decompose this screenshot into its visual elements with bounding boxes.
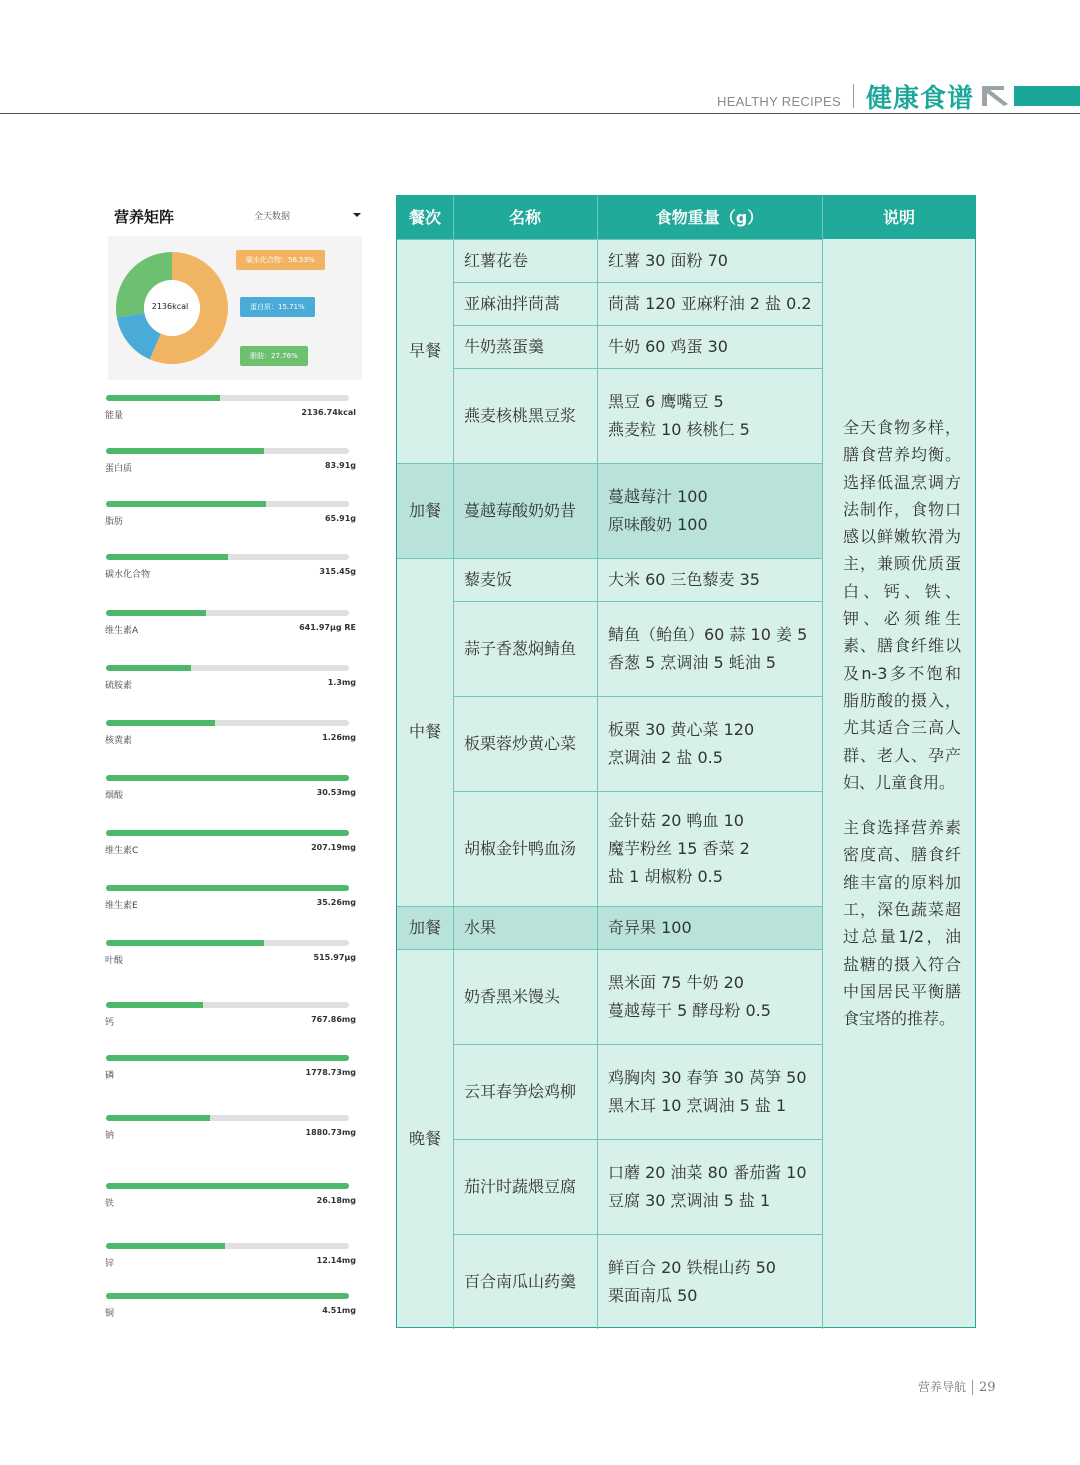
food-line: 盐 1 胡椒粉 0.5 — [608, 866, 723, 886]
pie-legend-carb: 碳水化合物：56.53% — [236, 250, 325, 270]
nutrient-row — [100, 610, 365, 640]
group-divider — [397, 949, 822, 950]
nutrient-name: 核黄素 — [105, 736, 133, 746]
nutrient-name: 脂肪 — [105, 517, 124, 527]
nutrient-value: 207.19mg — [311, 843, 356, 852]
nutrient-bar-track — [106, 610, 349, 616]
nutrient-row — [100, 830, 365, 860]
food-line: 金针菇 20 鸭血 10 — [608, 810, 744, 830]
food-line: 奇异果 100 — [608, 917, 692, 937]
dish-name: 牛奶蒸蛋羹 — [464, 336, 545, 356]
dish-name: 红薯花卷 — [464, 250, 529, 270]
food-weight — [597, 463, 822, 558]
recipe-table — [396, 195, 976, 1328]
nutrient-bar-fill — [106, 940, 264, 946]
nutrient-bar-fill — [106, 720, 215, 726]
food-line: 香葱 5 烹调油 5 蚝油 5 — [608, 652, 776, 672]
food-line: 牛奶 60 鸡蛋 30 — [608, 336, 728, 356]
column-divider — [453, 196, 454, 1329]
nutrient-bar-track — [106, 1115, 349, 1121]
nutrient-bar-fill — [106, 1115, 210, 1121]
nutrient-value: 26.18mg — [316, 1196, 356, 1205]
nutrient-bar-track — [106, 665, 349, 671]
nutrient-bar-fill — [106, 830, 349, 836]
nutrient-name: 锌 — [105, 1259, 115, 1269]
group-divider — [397, 463, 822, 464]
food-weight — [597, 696, 822, 791]
food-line: 黑豆 6 鹰嘴豆 5 — [608, 391, 724, 411]
food-line: 魔芋粉丝 15 香菜 2 — [608, 838, 750, 858]
row-divider — [453, 1234, 822, 1235]
meal-cell: 晚餐 — [408, 1129, 441, 1148]
dish-name: 胡椒金针鸭血汤 — [464, 838, 577, 858]
food-weight — [597, 325, 822, 368]
dish-name: 蒜子香葱焖鲭鱼 — [464, 638, 577, 658]
nutrient-bar-track — [106, 1243, 349, 1249]
nutrient-row — [100, 1002, 365, 1032]
nutrient-value: 641.97μg RE — [299, 623, 356, 632]
food-weight — [597, 368, 822, 463]
dish-name: 亚麻油拌茼蒿 — [464, 293, 561, 313]
nutrient-value: 65.91g — [324, 514, 356, 523]
dish-name: 百合南瓜山药羹 — [464, 1271, 577, 1291]
row-divider — [453, 325, 822, 326]
dish-name: 茄汁时蔬煨豆腐 — [464, 1176, 577, 1196]
note-paragraph-2: 主食选择营养素密度高、膳食纤维丰富的原料加工，深色蔬菜超过总量1/2，油盐糖的摄入符合中国居民平衡膳食宝塔的推荐。 — [843, 818, 961, 1029]
nutrient-bar-track — [106, 501, 349, 507]
nutrient-value: 1.26mg — [322, 733, 356, 742]
nutrient-name: 叶酸 — [105, 956, 124, 966]
recipe-note — [843, 414, 961, 1051]
nutrient-bar-fill — [106, 775, 349, 781]
meal-cell: 中餐 — [408, 722, 441, 741]
nutrient-value: 1880.73mg — [305, 1128, 356, 1137]
food-line: 鸡胸肉 30 春笋 30 莴笋 50 — [608, 1067, 807, 1087]
nutrient-name: 磷 — [105, 1071, 115, 1081]
nutrient-row — [100, 1115, 365, 1145]
nutrient-name: 钠 — [105, 1131, 115, 1141]
food-weight — [597, 601, 822, 696]
meal-cell: 加餐 — [408, 917, 441, 937]
nutrient-bar-fill — [106, 1183, 349, 1189]
header-en-title: HEALTHY RECIPES — [717, 94, 841, 109]
nutrient-value: 767.86mg — [311, 1015, 356, 1024]
food-line: 大米 60 三色藜麦 35 — [608, 569, 760, 589]
nutrient-name: 铜 — [105, 1309, 115, 1319]
nutrient-bar-fill — [106, 395, 220, 401]
nutrient-bar-fill — [106, 501, 266, 507]
note-paragraph-1: 全天食物多样，膳食营养均衡。选择低温烹调方法制作，食物口感以鲜嫩软滑为主，兼顾优质蛋白、钙、铁、钾、必须维生素、膳食纤维以及n-3多不饱和脂肪酸的摄入，尤其适合三高人群、老人、孕产妇、儿童食用。 — [843, 418, 961, 792]
nutrient-bar-track — [106, 885, 349, 891]
food-weight — [597, 558, 822, 601]
food-weight — [597, 1234, 822, 1329]
dish-name: 燕麦核桃黑豆浆 — [464, 405, 577, 425]
nutrient-bar-fill — [106, 1293, 349, 1299]
nutrient-bar-track — [106, 775, 349, 781]
macro-pie-chart — [108, 236, 362, 380]
nutrient-name: 硫胺素 — [105, 681, 133, 691]
row-divider — [453, 601, 822, 602]
nutrient-row — [100, 940, 365, 970]
nutrient-name: 能量 — [105, 411, 124, 421]
header-cn-title: 健康食谱 — [866, 84, 975, 114]
nutrient-row — [100, 720, 365, 750]
magazine-name: 营养导航 — [918, 1380, 967, 1394]
food-line: 蔓越莓汁 100 — [608, 486, 708, 506]
header-note: 说明 — [822, 196, 976, 239]
nutrient-name: 维生素A — [105, 626, 139, 636]
nutrient-bar-track — [106, 1002, 349, 1008]
pie-legend-protein: 蛋白质：15.71% — [240, 297, 315, 317]
header-meal: 餐次 — [397, 196, 453, 239]
nutrient-bar-fill — [106, 1002, 203, 1008]
food-line: 鲜百合 20 铁棍山药 50 — [608, 1257, 776, 1277]
panel-title: 营养矩阵 — [114, 208, 175, 226]
nutrient-bar-track — [106, 1293, 349, 1299]
page-number: 29 — [972, 1380, 996, 1395]
nutrient-row — [100, 448, 365, 478]
nutrient-bar-track — [106, 1055, 349, 1061]
row-divider — [453, 368, 822, 369]
nutrient-value: 515.97μg — [313, 953, 356, 962]
meal-cell: 早餐 — [408, 341, 441, 360]
nutrition-panel — [100, 190, 365, 1330]
nutrient-value: 35.26mg — [316, 898, 356, 907]
dish-name: 云耳春笋烩鸡柳 — [464, 1081, 577, 1101]
header-accent-bar — [1014, 86, 1080, 106]
food-line: 红薯 30 面粉 70 — [608, 250, 728, 270]
food-line: 烹调油 2 盐 0.5 — [608, 747, 723, 767]
food-line: 黑木耳 10 烹调油 5 盐 1 — [608, 1095, 787, 1115]
nutrient-row — [100, 395, 365, 425]
nutrient-value: 30.53mg — [316, 788, 356, 797]
column-divider — [597, 196, 598, 1329]
row-divider — [453, 696, 822, 697]
nutrient-row — [100, 1293, 365, 1323]
nutrient-name: 烟酸 — [105, 791, 124, 801]
dish-name: 奶香黑米馒头 — [464, 986, 561, 1006]
group-divider — [397, 906, 822, 907]
nutrient-name: 蛋白质 — [105, 464, 133, 474]
dish-name: 板栗蓉炒黄心菜 — [464, 733, 577, 753]
food-line: 燕麦粒 10 核桃仁 5 — [608, 419, 750, 439]
food-line: 原味酸奶 100 — [608, 514, 708, 534]
row-divider — [453, 282, 822, 283]
nutrient-value: 2136.74kcal — [301, 408, 356, 417]
nutrient-row — [100, 775, 365, 805]
nutrient-bar-track — [106, 830, 349, 836]
food-weight — [597, 906, 822, 949]
food-line: 口蘑 20 油菜 80 番茄酱 10 — [608, 1162, 807, 1182]
nutrient-name: 维生素E — [105, 901, 138, 911]
food-weight — [597, 1139, 822, 1234]
row-divider — [453, 1044, 822, 1045]
nutrient-bar-fill — [106, 448, 264, 454]
nutrient-bar-track — [106, 1183, 349, 1189]
nutrient-row — [100, 554, 365, 584]
nutrient-bar-track — [106, 395, 349, 401]
nutrient-value: 315.45g — [319, 567, 356, 576]
header-separator — [853, 84, 854, 108]
nutrient-value: 1778.73mg — [305, 1068, 356, 1077]
food-weight — [597, 949, 822, 1044]
nutrient-name: 维生素C — [105, 846, 139, 856]
row-divider — [453, 1139, 822, 1140]
nutrient-bar-fill — [106, 610, 206, 616]
food-line: 鲭鱼（鲐鱼）60 蒜 10 姜 5 — [608, 624, 808, 644]
nutrient-bar-fill — [106, 1243, 225, 1249]
nutrient-name: 铁 — [105, 1199, 115, 1209]
dish-name: 水果 — [464, 917, 497, 937]
food-line: 豆腐 30 烹调油 5 盐 1 — [608, 1190, 771, 1210]
food-weight — [597, 791, 822, 906]
food-weight — [597, 239, 822, 282]
group-divider — [397, 239, 822, 240]
nutrient-row — [100, 1183, 365, 1213]
food-line: 蔓越莓干 5 酵母粉 0.5 — [608, 1000, 771, 1020]
food-weight — [597, 1044, 822, 1139]
nutrient-name: 钙 — [105, 1018, 115, 1028]
nutrient-value: 83.91g — [324, 461, 356, 470]
nutrient-bar-track — [106, 448, 349, 454]
food-line: 板栗 30 黄心菜 120 — [608, 719, 755, 739]
nutrient-bar-track — [106, 720, 349, 726]
food-line: 栗面南瓜 50 — [608, 1285, 698, 1305]
page-footer — [918, 1378, 996, 1395]
food-weight — [597, 282, 822, 325]
dish-name: 蔓越莓酸奶奶昔 — [464, 500, 577, 520]
nutrient-bar-track — [106, 940, 349, 946]
nutrient-row — [100, 501, 365, 531]
row-divider — [453, 791, 822, 792]
nutrient-bar-fill — [106, 665, 191, 671]
column-divider — [822, 196, 823, 1329]
group-divider — [397, 558, 822, 559]
nutrient-bar-fill — [106, 885, 349, 891]
dish-name: 藜麦饭 — [464, 569, 513, 589]
nutrient-row — [100, 1055, 365, 1085]
nutrient-value: 4.51mg — [322, 1306, 356, 1315]
nutrient-value: 1.3mg — [327, 678, 356, 687]
pie-center-label: 2136kcal — [151, 302, 189, 311]
arrow-icon — [982, 86, 1010, 106]
header-weight: 食物重量（g） — [597, 196, 822, 239]
nutrient-name: 碳水化合物 — [105, 570, 151, 580]
nutrient-value: 12.14mg — [316, 1256, 356, 1265]
nutrient-row — [100, 665, 365, 695]
meal-cell: 加餐 — [408, 500, 441, 520]
nutrient-row — [100, 885, 365, 915]
nutrient-bar-fill — [106, 554, 228, 560]
food-line: 黑米面 75 牛奶 20 — [608, 972, 744, 992]
pie-legend-fat: 脂肪：27.76% — [240, 346, 308, 366]
nutrient-bar-fill — [106, 1055, 349, 1061]
nutrient-row — [100, 1243, 365, 1273]
chevron-down-icon[interactable] — [353, 213, 361, 217]
nutrient-bar-track — [106, 554, 349, 560]
food-line: 茼蒿 120 亚麻籽油 2 盐 0.2 — [608, 293, 812, 313]
header-name: 名称 — [453, 196, 597, 239]
data-range-select[interactable]: 全天数据 — [254, 212, 291, 222]
